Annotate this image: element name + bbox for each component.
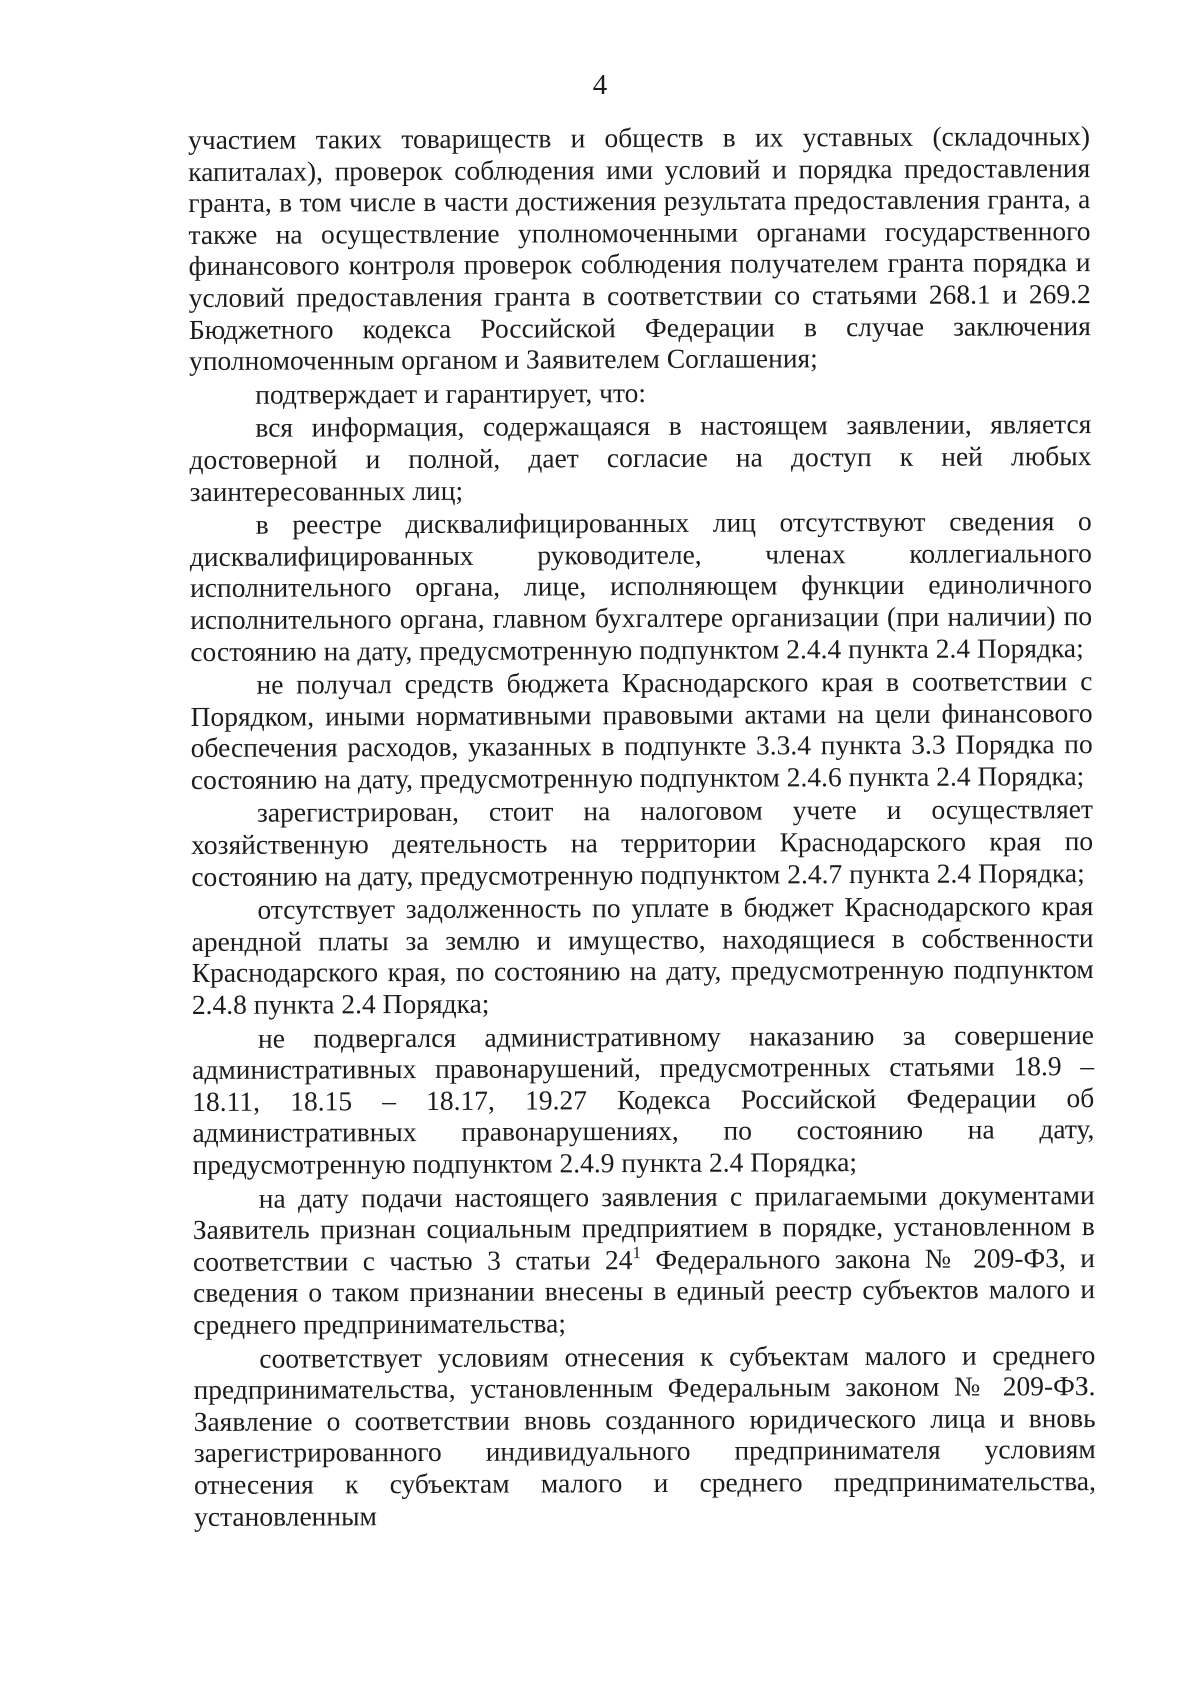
- paragraph-sme-conditions: соответствует условиям отнесения к субъектам малого и среднего предпринимательства, установленным Федеральным законом № 209-ФЗ. Заявление о соответствии вновь созданного юридического лица и вновь зарегистрированного индивидуального предпринимателя условиям отнесения к субъектам малого и среднего предпринимательства, установленным: [193, 1338, 1096, 1532]
- document-body: [188, 120, 1096, 1534]
- page-number: 4: [592, 69, 608, 101]
- paragraph-information-reliable: вся информация, содержащаяся в настоящем заявлении, является достоверной и полной, дает согласие на доступ к ней любых заинтересованных лиц;: [189, 408, 1092, 507]
- social-enterprise-text-after: Федерального закона № 209-ФЗ, и сведения о таком признании внесены в единый реестр субъектов малого и среднего предпринимательства;: [193, 1241, 1096, 1340]
- social-enterprise-text-before: на дату подачи настоящего заявления с прилагаемыми документами Заявитель признан социальным предприятием в порядке, установленном в соответствии с частью 3 статьи 24: [192, 1178, 1095, 1277]
- paragraph-registered-tax: зарегистрирован, стоит на налоговом учете и осуществляет хозяйственную деятельность на территории Краснодарского края по состоянию на дату, предусмотренную подпунктом 2.4.7 пункта 2.4 Порядка;: [191, 793, 1094, 892]
- paragraph-no-budget-funds: не получал средств бюджета Краснодарского края в соответствии с Порядком, иными нормативными правовыми актами на цели финансового обеспечения расходов, указанных в подпункте 3.3.4 пункта 3.3 Порядка по состоянию на дату, предусмотренную подпунктом 2.4.6 пункта 2.4 Порядка;: [190, 665, 1093, 795]
- paragraph-confirms-guarantees: подтверждает и гарантирует, что:: [255, 376, 647, 410]
- paragraph-no-rent-debt: отсутствует задолженность по уплате в бюджет Краснодарского края арендной платы за землю и имущество, находящиеся в собственности Краснодарского края, по состоянию на дату, предусмотренную подпунктом 2.4.8 пункта 2.4 Порядка;: [191, 890, 1094, 1021]
- footnote-superscript: 1: [632, 1242, 641, 1262]
- paragraph-disqualified-registry: в реестре дисквалифицированных лиц отсутствуют сведения о дисквалифицированных руководителе, членах коллегиального исполнительного органа, лице, исполняющем функции единоличного исполнительного органа, главном бухгалтере организации (при наличии) по состоянию на дату, предусмотренную подпунктом 2.4.4 пункта 2.4 Порядка;: [189, 505, 1093, 667]
- paragraph-social-enterprise: [193, 1179, 1096, 1341]
- paragraph-no-administrative-penalty: не подвергался административному наказанию за совершение административных правонарушений, предусмотренных статьями 18.9 – 18.11, 18.15 – 18.17, 19.27 Кодекса Российской Федерации об административных правонарушениях, по состоянию на дату, предусмотренную подпунктом 2.4.9 пункта 2.4 Порядка;: [192, 1018, 1095, 1180]
- paragraph-continuation: участием таких товариществ и обществ в их уставных (складочных) капиталах), проверок соблюдения ими условий и порядка предоставления гранта, в том числе в части достижения результата предоставления гранта, а также на осуществление уполномоченными органами государственного финансового контроля проверок соблюдения получателем гранта порядка и условий предоставления гранта в соответствии со статьями 268.1 и 269.2 Бюджетного кодекса Российской Федерации в случае заключения уполномоченным органом и Заявителем Соглашения;: [188, 120, 1091, 377]
